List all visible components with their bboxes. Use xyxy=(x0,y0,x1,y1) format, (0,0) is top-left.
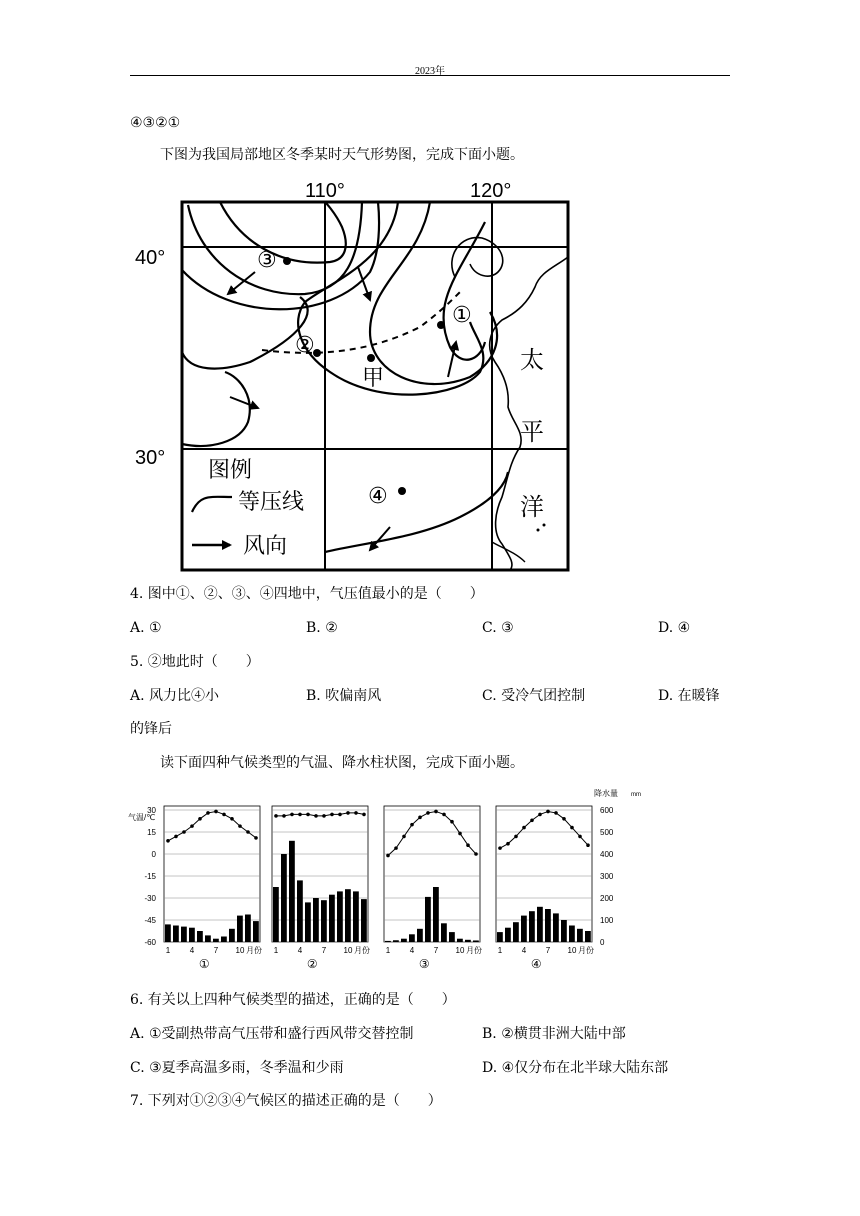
temp-point xyxy=(230,817,234,821)
precip-axis-label: 降水量 xyxy=(594,789,618,798)
precip-bar xyxy=(529,911,535,942)
precip-bar xyxy=(409,934,415,942)
precip-bar xyxy=(313,898,319,942)
temp-point xyxy=(418,816,422,820)
x-tick-label: 10 xyxy=(455,946,465,955)
precip-tick-label: 400 xyxy=(600,850,614,859)
x-axis-unit: 月份 xyxy=(466,946,482,955)
map-label-3: ③ xyxy=(257,247,277,272)
precip-bar xyxy=(433,887,439,942)
x-tick-label: 4 xyxy=(409,946,415,955)
temp-point xyxy=(282,814,286,818)
temp-tick-label: 0 xyxy=(151,850,156,859)
precip-bar xyxy=(237,916,243,942)
temp-point xyxy=(434,810,438,814)
q7-stem: 7. 下列对①②③④气候区的描述正确的是（ ） xyxy=(130,1093,442,1109)
panel-frame xyxy=(496,806,592,942)
temp-tick-label: -60 xyxy=(144,938,156,947)
question-intro-weather-map: 下图为我国局部地区冬季某时天气形势图，完成下面小题。 xyxy=(160,147,524,163)
q6-stem: 6. 有关以上四种气候类型的描述，正确的是（ ） xyxy=(130,992,456,1008)
temp-line xyxy=(500,811,588,848)
temp-point xyxy=(442,813,446,817)
climate-charts-figure xyxy=(126,786,646,976)
temp-point xyxy=(314,814,318,818)
x-tick-label: 4 xyxy=(521,946,527,955)
precip-tick-label: 0 xyxy=(600,938,605,947)
precip-bar xyxy=(465,940,471,942)
temp-tick-label: -45 xyxy=(144,916,156,925)
page-header-year: 2023年 xyxy=(415,66,445,77)
temp-point xyxy=(238,824,242,828)
q6-option-d: D. ④仅分布在北半球大陆东部 xyxy=(482,1060,669,1076)
lon-label-120: 120° xyxy=(470,180,512,202)
precip-tick-label: 100 xyxy=(600,916,614,925)
q6-option-b: B. ②横贯非洲大陆中部 xyxy=(482,1026,626,1042)
panel-label: ③ xyxy=(418,957,430,971)
x-tick-label: 1 xyxy=(273,946,279,955)
precip-bar xyxy=(289,841,295,942)
temp-line xyxy=(168,811,256,840)
x-tick-label: 1 xyxy=(165,946,171,955)
x-tick-label: 1 xyxy=(497,946,503,955)
temp-point xyxy=(338,813,342,817)
x-axis-unit: 月份 xyxy=(354,946,370,955)
temp-line xyxy=(276,813,364,816)
lon-label-110: 110° xyxy=(305,180,345,202)
coastline xyxy=(490,257,568,570)
temp-point xyxy=(506,842,510,846)
x-tick-label: 1 xyxy=(385,946,391,955)
q4-option-c: C. ③ xyxy=(482,620,514,636)
temp-tick-label: 15 xyxy=(147,828,156,837)
precip-bar xyxy=(173,926,179,943)
temp-line xyxy=(388,811,476,855)
ocean-label-2: 平 xyxy=(520,419,544,446)
precip-bar xyxy=(473,940,479,942)
temp-point xyxy=(166,839,170,843)
precip-bar xyxy=(505,928,511,942)
precip-bar xyxy=(577,929,583,942)
x-tick-label: 10 xyxy=(343,946,353,955)
x-tick-label: 7 xyxy=(545,946,551,955)
ocean-label-3: 洋 xyxy=(520,494,544,521)
header-divider xyxy=(130,75,730,76)
q5-option-d-continued: 的锋后 xyxy=(130,721,172,737)
q6-option-a: A. ①受副热带高气压带和盛行西风带交替控制 xyxy=(130,1026,414,1042)
x-axis-unit: 月份 xyxy=(246,946,262,955)
temp-point xyxy=(306,813,310,817)
temp-point xyxy=(246,830,250,834)
q4-option-d: D. ④ xyxy=(658,620,691,636)
x-tick-label: 10 xyxy=(567,946,577,955)
point-1-dot xyxy=(437,321,445,329)
temp-point xyxy=(450,820,454,824)
temp-point xyxy=(214,810,218,814)
precip-bar xyxy=(401,939,407,942)
temp-point xyxy=(362,813,366,817)
precip-bar xyxy=(361,899,367,942)
climate-panel-4 xyxy=(496,806,594,971)
temp-axis-label: 气温/℃ xyxy=(128,813,156,822)
temp-point xyxy=(410,823,414,827)
q5-option-c: C. 受冷气团控制 xyxy=(482,688,586,704)
temp-point xyxy=(562,817,566,821)
point-4-dot xyxy=(398,487,406,495)
temp-point xyxy=(530,818,534,822)
lat-label-40: 40° xyxy=(135,247,166,269)
precip-bar xyxy=(305,902,311,942)
ocean-label-1: 太 xyxy=(520,347,544,374)
precip-bar xyxy=(545,909,551,942)
map-label-1: ① xyxy=(452,302,472,327)
temp-point xyxy=(322,814,326,818)
x-tick-label: 7 xyxy=(213,946,219,955)
precip-bar xyxy=(569,926,575,943)
temp-point xyxy=(394,846,398,850)
q6-option-c: C. ③夏季高温多雨，冬季温和少雨 xyxy=(130,1060,344,1076)
q5-option-b: B. 吹偏南风 xyxy=(306,688,382,704)
weather-map-figure xyxy=(130,172,580,574)
temp-point xyxy=(458,832,462,836)
legend-isobar: 等压线 xyxy=(238,489,305,514)
precip-bar xyxy=(213,939,219,942)
precip-bar xyxy=(229,929,235,942)
precip-bar xyxy=(165,924,171,942)
temp-point xyxy=(578,835,582,839)
precip-bar xyxy=(321,900,327,942)
legend-title: 图例 xyxy=(208,457,253,482)
precip-bar xyxy=(329,895,335,942)
panel-label: ① xyxy=(198,957,210,971)
climate-panel-2 xyxy=(272,806,370,971)
lat-label-30: 30° xyxy=(135,447,166,469)
q5-option-a: A. 风力比④小 xyxy=(130,688,220,704)
precip-bar xyxy=(245,915,251,943)
temp-point xyxy=(190,824,194,828)
precip-bar xyxy=(337,891,343,942)
temp-point xyxy=(206,811,210,815)
temp-point xyxy=(498,846,502,850)
precip-bar xyxy=(521,916,527,942)
precip-tick-label: 300 xyxy=(600,872,614,881)
precip-bar xyxy=(393,940,399,942)
temp-point xyxy=(474,852,478,856)
temp-point xyxy=(198,817,202,821)
map-label-4: ④ xyxy=(368,483,388,508)
temp-point xyxy=(402,835,406,839)
temp-point xyxy=(346,811,350,815)
precip-bar xyxy=(221,937,227,943)
temp-point xyxy=(546,810,550,814)
precip-bar xyxy=(513,922,519,942)
previous-answer: ④③②① xyxy=(130,115,181,131)
temp-point xyxy=(274,814,278,818)
temp-point xyxy=(182,830,186,834)
q5-stem: 5. ②地此时（ ） xyxy=(130,654,260,670)
precip-tick-label: 600 xyxy=(600,806,614,815)
precip-bar xyxy=(205,935,211,942)
temp-tick-label: -15 xyxy=(144,872,156,881)
x-tick-label: 4 xyxy=(189,946,195,955)
temp-point xyxy=(466,843,470,847)
x-tick-label: 7 xyxy=(321,946,327,955)
temp-point xyxy=(570,826,574,830)
precip-bar xyxy=(385,941,391,942)
precip-bar xyxy=(281,854,287,942)
temp-point xyxy=(254,836,258,840)
temp-tick-label: 30 xyxy=(147,806,156,815)
panel-label: ④ xyxy=(530,957,542,971)
question-intro-climate: 读下面四种气候类型的气温、降水柱状图，完成下面小题。 xyxy=(160,755,524,771)
precip-bar xyxy=(353,891,359,942)
precip-tick-label: 500 xyxy=(600,828,614,837)
temp-point xyxy=(586,843,590,847)
legend-wind: 风向 xyxy=(243,533,288,558)
precip-bar xyxy=(497,932,503,942)
temp-point xyxy=(386,854,390,858)
precip-axis-unit: mm xyxy=(631,792,641,798)
precip-bar xyxy=(441,923,447,942)
x-tick-label: 10 xyxy=(235,946,245,955)
q4-option-a: A. ① xyxy=(130,620,162,636)
temp-point xyxy=(290,813,294,817)
x-tick-label: 4 xyxy=(297,946,303,955)
precip-bar xyxy=(345,889,351,942)
temp-point xyxy=(298,813,302,817)
precip-bar xyxy=(297,880,303,942)
precip-bar xyxy=(417,929,423,942)
precip-bar xyxy=(181,927,187,942)
point-jia-dot xyxy=(367,354,375,362)
panel-frame xyxy=(384,806,480,942)
precip-bar xyxy=(273,887,279,942)
precip-bar xyxy=(189,928,195,942)
x-tick-label: 7 xyxy=(433,946,439,955)
temp-point xyxy=(222,813,226,817)
q4-option-b: B. ② xyxy=(306,620,338,636)
precip-bar xyxy=(449,932,455,942)
temp-point xyxy=(330,813,334,817)
precip-bar xyxy=(457,939,463,942)
q5-option-d: D. 在暖锋 xyxy=(658,688,720,704)
climate-panel-1 xyxy=(164,806,262,971)
precip-bar xyxy=(425,897,431,942)
precip-bar xyxy=(585,931,591,942)
temp-point xyxy=(354,811,358,815)
point-3-dot xyxy=(283,257,291,265)
precip-bar xyxy=(561,920,567,942)
q4-stem: 4. 图中①、②、③、④四地中，气压值最小的是（ ） xyxy=(130,586,484,602)
precip-tick-label: 200 xyxy=(600,894,614,903)
temp-tick-label: -30 xyxy=(144,894,156,903)
temp-point xyxy=(538,813,542,817)
panel-label: ② xyxy=(306,957,318,971)
precip-bar xyxy=(253,921,259,942)
precip-bar xyxy=(537,907,543,942)
temp-point xyxy=(174,835,178,839)
map-label-jia: 甲 xyxy=(362,365,385,390)
map-label-2: ② xyxy=(295,332,315,357)
precip-bar xyxy=(553,913,559,942)
temp-point xyxy=(514,835,518,839)
climate-panel-3 xyxy=(384,806,482,971)
bohai-coast xyxy=(452,238,503,277)
temp-point xyxy=(554,811,558,815)
legend-isobar-symbol xyxy=(192,497,232,512)
temp-point xyxy=(522,826,526,830)
x-axis-unit: 月份 xyxy=(578,946,594,955)
precip-bar xyxy=(197,931,203,942)
front-line xyxy=(262,292,460,353)
isobars xyxy=(182,202,508,552)
temp-point xyxy=(426,811,430,815)
